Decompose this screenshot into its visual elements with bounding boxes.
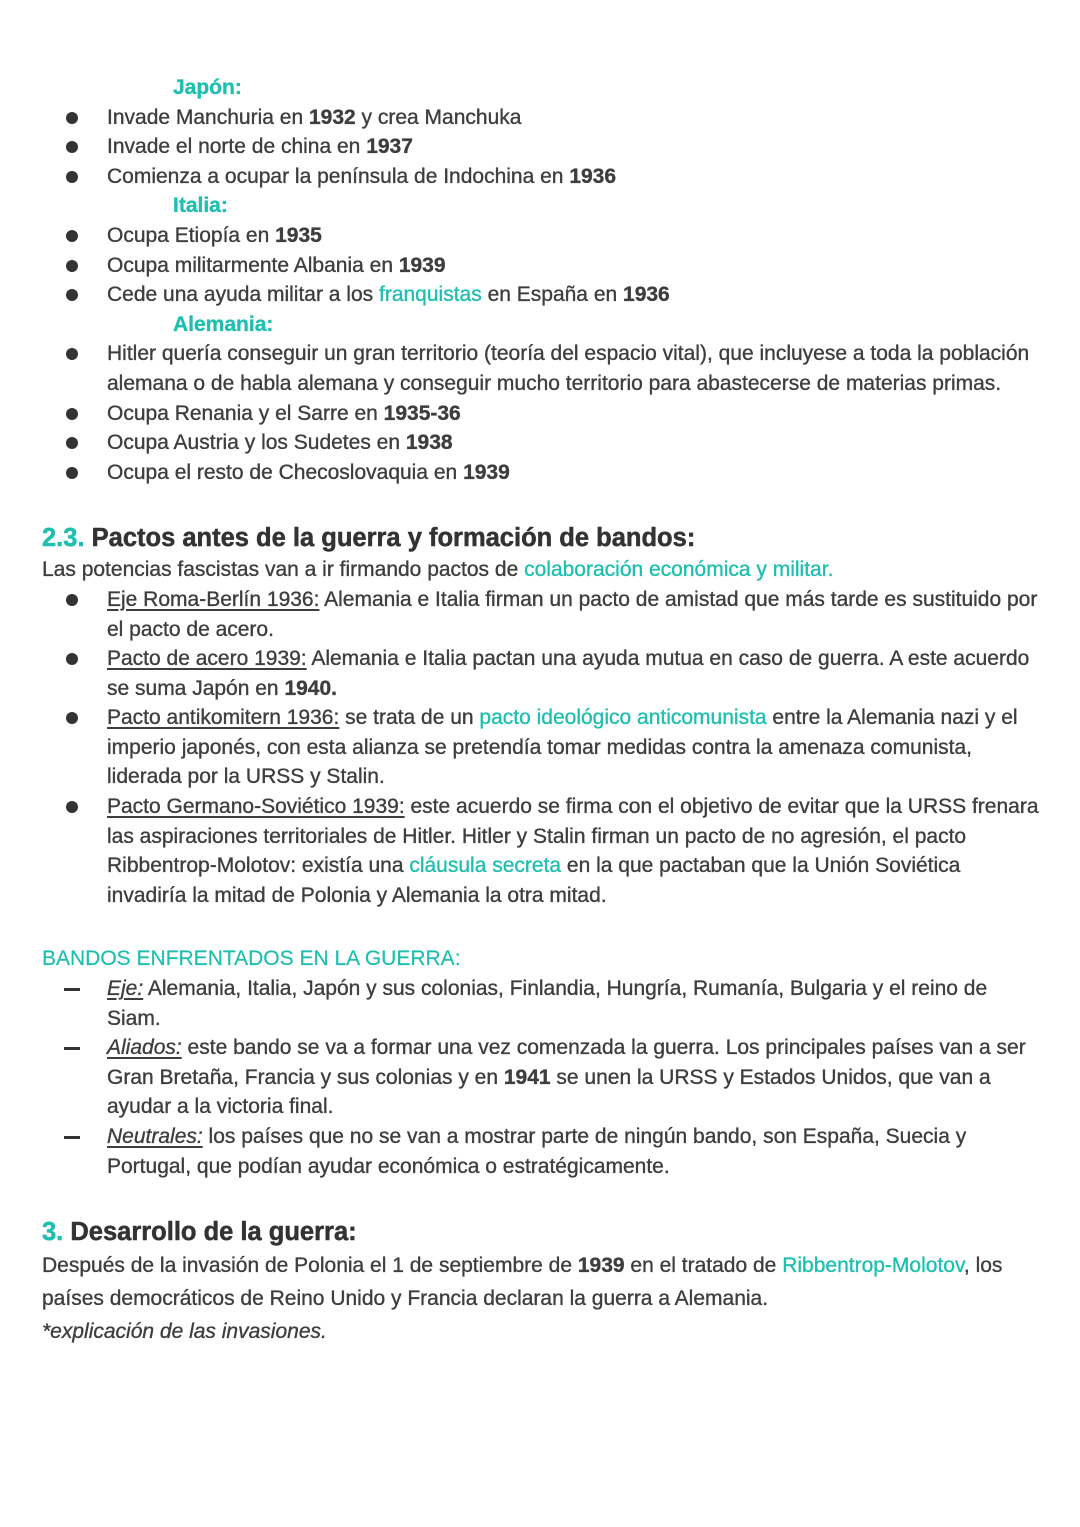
text-run: Eje Roma-Berlín 1936: bbox=[107, 587, 320, 611]
spacer bbox=[42, 1181, 1042, 1215]
text-run: se trata de un bbox=[339, 706, 480, 730]
text-run: 1932 bbox=[308, 105, 356, 129]
text-run: 1939 bbox=[398, 253, 446, 277]
section-title: Pactos antes de la guerra y formación de bandos: bbox=[91, 524, 696, 553]
section-number: 2.3. bbox=[42, 524, 85, 553]
text-run: Invade Manchuria en bbox=[107, 105, 309, 129]
subsection-heading: Italia: bbox=[173, 194, 228, 218]
text-run: 1939 bbox=[463, 460, 510, 484]
bullet-icon bbox=[66, 408, 78, 420]
section-number: 3. bbox=[42, 1218, 64, 1247]
document-page bbox=[42, 73, 1042, 1348]
list-item bbox=[42, 792, 1042, 910]
text-run: cláusula secreta bbox=[409, 854, 562, 878]
text-run: Después de la invasión de Polonia el 1 de septiembre de bbox=[42, 1254, 578, 1278]
paragraph bbox=[42, 555, 1042, 585]
text-run: Neutrales: bbox=[107, 1125, 203, 1148]
text-run: 1935-36 bbox=[383, 401, 461, 425]
list-item bbox=[42, 251, 1042, 281]
bullet-icon bbox=[66, 171, 78, 183]
text-run: *explicación de las invasiones. bbox=[42, 1320, 327, 1344]
section-title: Desarrollo de la guerra: bbox=[70, 1218, 357, 1247]
bullet-list bbox=[42, 585, 1042, 911]
text-run: Hitler quería conseguir un gran territorio (teoría del espacio vital), que incluyese a toda la población alemana o de habla alemana y conseguir mucho territorio para abastecerse de materias primas. bbox=[107, 342, 1030, 395]
text-run: Alemania e Italia firman un pacto de amistad que más tarde es sustituido por el pacto de acero. bbox=[107, 587, 1038, 641]
bullet-list bbox=[42, 103, 1042, 192]
bullet-icon bbox=[66, 712, 78, 724]
text-run: colaboración económica y militar. bbox=[524, 558, 834, 582]
list-item bbox=[42, 458, 1042, 488]
bullet-icon bbox=[66, 467, 78, 479]
paragraph bbox=[42, 1249, 1042, 1315]
list-item bbox=[42, 132, 1042, 162]
subsection-heading: Alemania: bbox=[173, 312, 274, 336]
list-item bbox=[42, 644, 1042, 703]
text-run: 1940. bbox=[284, 676, 338, 700]
text-run: Pacto de acero 1939: bbox=[107, 647, 307, 671]
text-run: Eje: bbox=[107, 977, 144, 1001]
spacer bbox=[42, 910, 1042, 944]
spacer bbox=[42, 487, 1042, 521]
text-run: Invade el norte de china en bbox=[107, 135, 367, 159]
text-run: este bando se va a formar una vez comenzada la guerra. Los principales países van a ser Gran Bretaña, Francia y sus colonias y en bbox=[107, 1036, 1026, 1089]
text-run: Cede una ayuda militar a los bbox=[107, 283, 379, 307]
bullet-icon bbox=[66, 260, 78, 272]
section-heading bbox=[42, 521, 1042, 555]
text-run: pacto ideológico anticomunista bbox=[479, 706, 767, 730]
text-run: 1935 bbox=[275, 223, 322, 247]
bullet-list bbox=[42, 974, 1042, 1181]
text-run: 1936 bbox=[623, 283, 670, 307]
text-run: se unen la URSS y Estados Unidos, que van a ayudar a la victoria final. bbox=[107, 1065, 991, 1119]
dash-icon bbox=[64, 1136, 80, 1139]
list-item bbox=[42, 974, 1042, 1033]
list-item bbox=[42, 339, 1042, 398]
text-run: 1938 bbox=[405, 431, 453, 455]
text-run: Las potencias fascistas van a ir firmando pactos de bbox=[42, 558, 525, 582]
text-run: este acuerdo se firma con el objetivo de evitar que la URSS frenara las aspiraciones territoriales de Hitler. Hitler y Stalin firman un pacto de no agresión, el pacto Ribbentrop-Molotov: existía una bbox=[107, 795, 1039, 878]
text-run: Ocupa Renania y el Sarre en bbox=[107, 401, 384, 425]
text-run: en España en bbox=[481, 283, 624, 307]
text-run: BANDOS ENFRENTADOS EN LA GUERRA: bbox=[42, 947, 461, 971]
text-run: Comienza a ocupar la península de Indochina en bbox=[107, 164, 570, 188]
list-item bbox=[42, 585, 1042, 644]
paragraph bbox=[42, 944, 1042, 974]
list-item bbox=[42, 1122, 1042, 1181]
text-run: Pacto antikomitern 1936: bbox=[107, 706, 340, 730]
text-run: Ocupa Etiopía en bbox=[107, 223, 276, 247]
paragraph bbox=[42, 1315, 1042, 1348]
dash-icon bbox=[64, 1047, 80, 1050]
text-run: franquistas bbox=[379, 283, 482, 307]
bullet-list bbox=[42, 221, 1042, 310]
text-run: en el tratado de bbox=[624, 1254, 783, 1278]
dash-icon bbox=[64, 988, 80, 991]
bullet-icon bbox=[66, 348, 78, 360]
text-run: 1936 bbox=[569, 164, 617, 188]
text-run: Pacto Germano-Soviético 1939: bbox=[107, 795, 405, 819]
text-run: y crea Manchuka bbox=[355, 105, 522, 129]
bullet-icon bbox=[66, 112, 78, 124]
bullet-icon bbox=[66, 230, 78, 242]
bullet-icon bbox=[66, 801, 78, 813]
text-run: en la que pactaban que la Unión Soviética invadiría la mitad de Polonia y Alemania la otra mitad. bbox=[107, 854, 961, 907]
text-run: entre la Alemania nazi y el imperio japonés, con esta alianza se pretendía tomar medidas contra la amenaza comunista, liderada por la URSS y Stalin. bbox=[107, 706, 1018, 789]
list-item bbox=[42, 703, 1042, 792]
bullet-icon bbox=[66, 141, 78, 153]
text-run: 1939 bbox=[577, 1254, 625, 1278]
text-run: los países que no se van a mostrar parte de ningún bando, son España, Suecia y Portugal, que podían ayudar económica o estratégicamente. bbox=[107, 1125, 967, 1178]
text-run: 1937 bbox=[366, 135, 413, 159]
bullet-icon bbox=[66, 437, 78, 449]
list-item bbox=[42, 1033, 1042, 1122]
text-run: Ribbentrop-Molotov bbox=[782, 1254, 964, 1278]
list-item bbox=[42, 221, 1042, 251]
list-item bbox=[42, 280, 1042, 310]
text-run: Alemania, Italia, Japón y sus colonias, Finlandia, Hungría, Rumanía, Bulgaria y el reino de Siam. bbox=[107, 977, 988, 1030]
bullet-list bbox=[42, 339, 1042, 487]
subsection-heading: Japón: bbox=[173, 76, 242, 99]
bullet-icon bbox=[66, 653, 78, 665]
text-run: Aliados: bbox=[107, 1036, 182, 1060]
bullet-icon bbox=[66, 594, 78, 606]
text-run: Ocupa el resto de Checoslovaquia en bbox=[107, 460, 464, 484]
list-item bbox=[42, 428, 1042, 458]
list-item bbox=[42, 399, 1042, 429]
text-run: Alemania e Italia pactan una ayuda mutua en caso de guerra. A este acuerdo se suma Japón en bbox=[107, 647, 1030, 700]
bullet-icon bbox=[66, 289, 78, 301]
text-run: , los países democráticos de Reino Unido y Francia declaran la guerra a Alemania. bbox=[42, 1254, 1003, 1311]
text-run: Ocupa militarmente Albania en bbox=[107, 253, 399, 277]
list-item bbox=[42, 103, 1042, 133]
list-item bbox=[42, 162, 1042, 192]
section-heading bbox=[42, 1215, 1042, 1249]
text-run: 1941 bbox=[503, 1065, 551, 1089]
text-run: Ocupa Austria y los Sudetes en bbox=[107, 431, 406, 455]
